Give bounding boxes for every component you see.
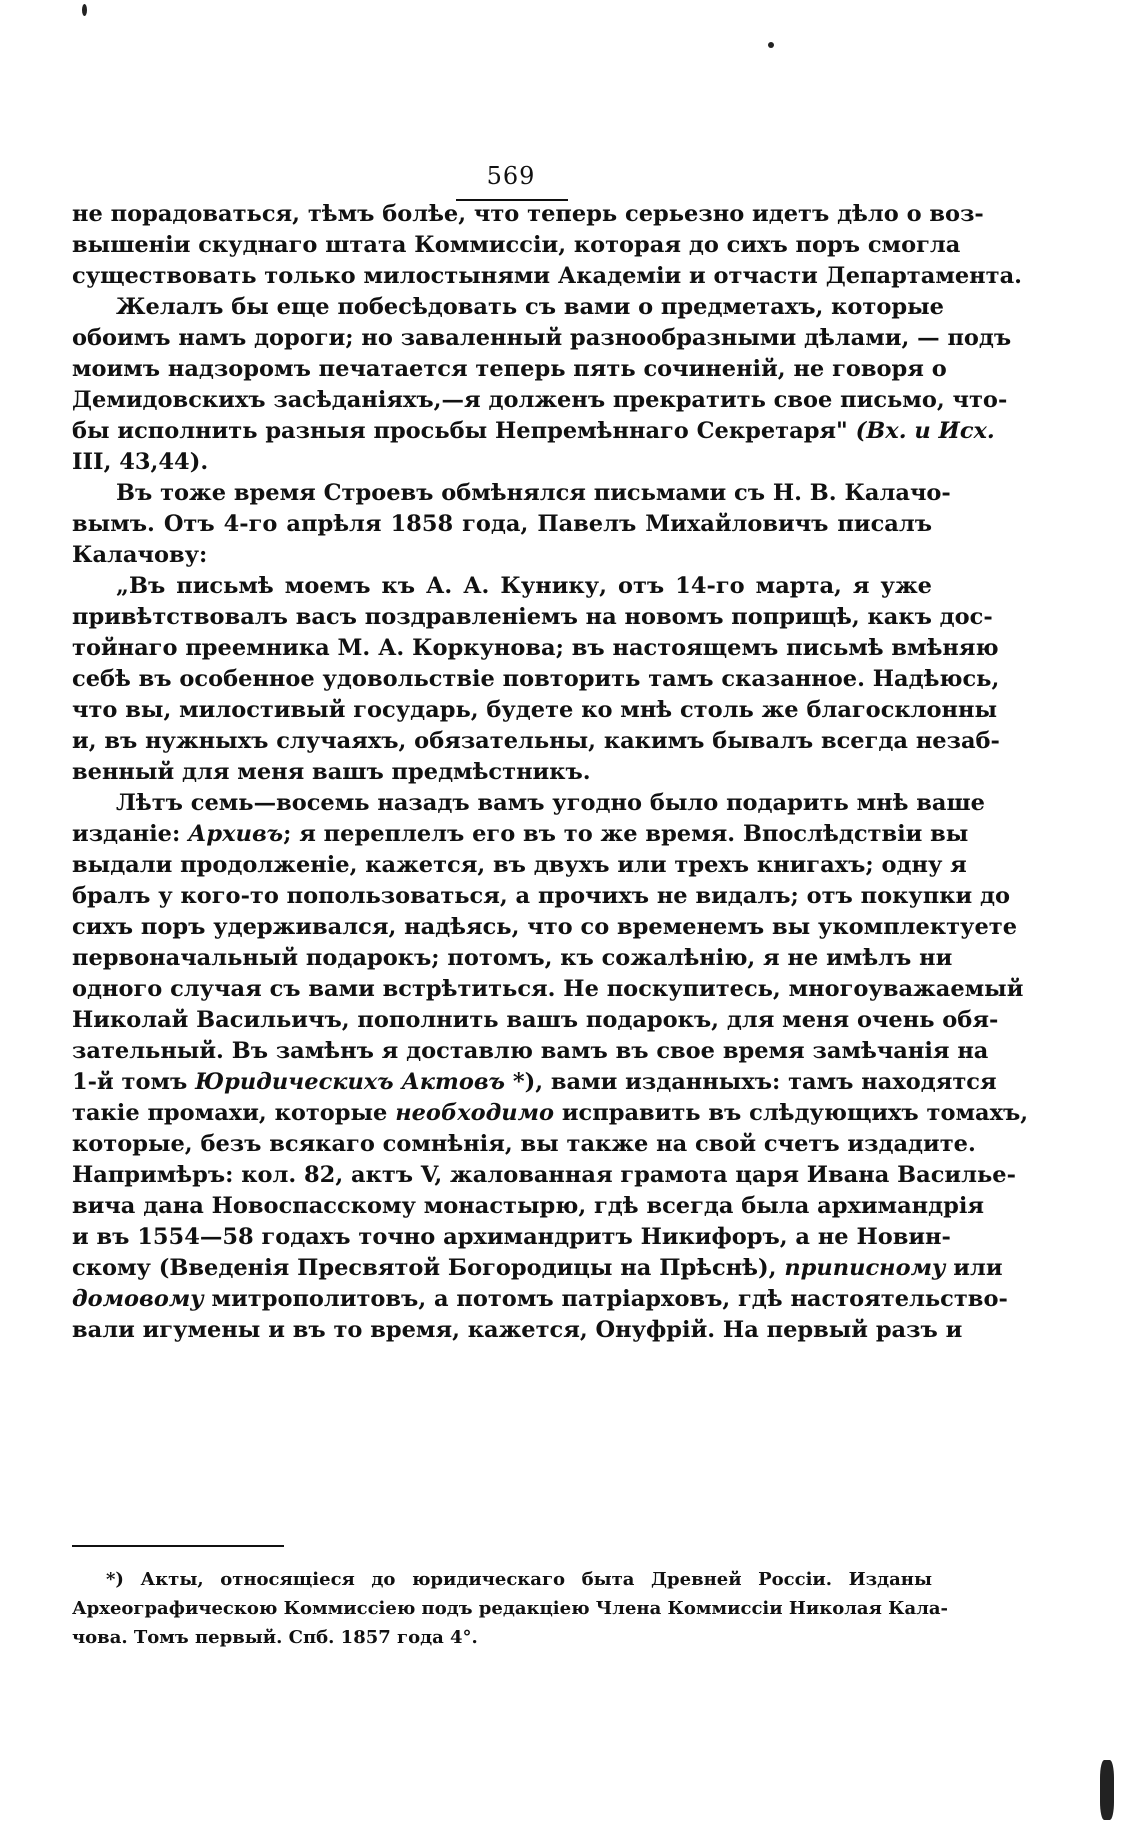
text-line: и, въ нужныхъ случаяхъ, обязательны, какимъ бывалъ всегда незаб- xyxy=(72,728,1000,754)
italic-phrase: Архивъ xyxy=(188,821,284,847)
text-span: *), вами изданныхъ: тамъ находятся xyxy=(512,1069,997,1095)
page-number: 569 xyxy=(486,162,536,190)
text-line xyxy=(72,1096,1029,1130)
text-line: что вы, милостивый государь, будете ко мнѣ столь же благосклонны xyxy=(72,697,998,723)
text-line: себѣ въ особенное удовольствіе повторить тамъ сказанное. Надѣюсь, xyxy=(72,666,1000,692)
text-line: III, 43,44). xyxy=(72,449,209,475)
text-line: „Въ письмѣ моемъ къ А. А. Кунику, отъ 14-го марта, я уже xyxy=(116,573,932,599)
italic-phrase: приписному xyxy=(784,1255,946,1281)
text-line: вича дана Новоспасскому монастырю, гдѣ всегда была архимандрія xyxy=(72,1193,985,1219)
text-span: изданіе: xyxy=(72,821,181,847)
text-line: моимъ надзоромъ печатается теперь пять сочиненій, не говоря о xyxy=(72,356,947,382)
footnote-line: Археографическою Коммиссіею подъ редакціею Члена Коммиссіи Николая Кала- xyxy=(72,1598,949,1619)
text-line: зательный. Въ замѣнъ я доставлю вамъ въ свое время замѣчанія на xyxy=(72,1038,989,1064)
text-line: Калачову: xyxy=(72,542,208,568)
text-span: или xyxy=(953,1255,1003,1281)
text-line: Демидовскихъ засѣданіяхъ,—я долженъ прекратить свое письмо, что- xyxy=(72,387,1008,413)
text-line: Въ тоже время Строевъ обмѣнялся письмами съ Н. В. Калачо- xyxy=(116,480,951,506)
text-line: Лѣтъ семь—восемь назадъ вамъ угодно было подарить мнѣ ваше xyxy=(116,790,985,816)
text-line: одного случая съ вами встрѣтиться. Не поскупитесь, многоуважаемый xyxy=(72,976,1024,1002)
text-line: Николай Васильичъ, пополнить вашъ подарокъ, для меня очень обя- xyxy=(72,1007,999,1033)
text-line xyxy=(72,414,995,448)
italic-phrase: (Вх. и Исх. xyxy=(855,418,995,444)
text-span: такіе промахи, которые xyxy=(72,1100,388,1126)
footnote-line: *) Акты, относящіеся до юридическаго быта Древней Россіи. Изданы xyxy=(106,1569,932,1590)
text-line: выдали продолженіе, кажется, въ двухъ или трехъ книгахъ; одну я xyxy=(72,852,967,878)
text-line: бралъ у кого-то попользоваться, а прочихъ не видалъ; отъ покупки до xyxy=(72,883,1011,909)
footnote-line: чова. Томъ первый. Спб. 1857 года 4°. xyxy=(72,1627,478,1648)
text-line: тойнаго преемника М. А. Коркунова; въ настоящемъ письмѣ вмѣняю xyxy=(72,635,999,661)
text-line: вымъ. Отъ 4-го апрѣля 1858 года, Павелъ Михайловичъ писалъ xyxy=(72,511,932,537)
scan-speck xyxy=(82,4,87,16)
text-span: скому (Введенія Пресвятой Богородицы на Прѣснѣ), xyxy=(72,1255,777,1281)
text-line xyxy=(72,817,969,851)
scan-speck xyxy=(1100,1760,1114,1820)
text-line: и въ 1554—58 годахъ точно архимандритъ Никифоръ, а не Новин- xyxy=(72,1224,951,1250)
text-line: которые, безъ всякаго сомнѣнія, вы также на свой счетъ издадите. xyxy=(72,1131,976,1157)
text-span: митрополитовъ, а потомъ патріарховъ, гдѣ настоятельство- xyxy=(211,1286,1008,1312)
text-span: бы исполнить разныя просьбы Непремѣннаго Секретаря" xyxy=(72,418,848,444)
text-line: обоимъ намъ дороги; но заваленный разнообразными дѣлами, — подъ xyxy=(72,325,1012,351)
text-line: не порадоваться, тѣмъ болѣе, что теперь серьезно идетъ дѣло о воз- xyxy=(72,201,984,227)
text-line: Напримѣръ: кол. 82, актъ V, жалованная грамота царя Ивана Василье- xyxy=(72,1162,1016,1188)
text-line: первоначальный подарокъ; потомъ, къ сожалѣнію, я не имѣлъ ни xyxy=(72,945,953,971)
text-line xyxy=(72,1251,1003,1285)
text-line: вали игумены и въ то время, кажется, Онуфрій. На первый разъ и xyxy=(72,1317,963,1343)
text-line xyxy=(72,1065,997,1099)
italic-phrase: необходимо xyxy=(395,1100,555,1126)
italic-phrase: Юридическихъ Актовъ xyxy=(195,1069,505,1095)
text-line xyxy=(72,1282,1008,1316)
text-span: 1-й томъ xyxy=(72,1069,188,1095)
text-span: исправить въ слѣдующихъ томахъ, xyxy=(561,1100,1029,1126)
text-line: венный для меня вашъ предмѣстникъ. xyxy=(72,759,591,785)
footnote-rule xyxy=(72,1545,284,1547)
text-span: ; я переплелъ его въ то же время. Впослѣдствіи вы xyxy=(283,821,969,847)
text-line: Желалъ бы еще побесѣдовать съ вами о предметахъ, которые xyxy=(116,294,944,320)
italic-phrase: домовому xyxy=(72,1286,204,1312)
scan-speck xyxy=(768,42,774,48)
text-line: существовать только милостынями Академіи и отчасти Департамента. xyxy=(72,263,1022,289)
text-line: вышеніи скуднаго штата Коммиссіи, которая до сихъ поръ смогла xyxy=(72,232,961,258)
text-line: сихъ поръ удерживался, надѣясь, что со временемъ вы укомплектуете xyxy=(72,914,1018,940)
text-line: привѣтствовалъ васъ поздравленіемъ на новомъ поприщѣ, какъ дос- xyxy=(72,604,993,630)
